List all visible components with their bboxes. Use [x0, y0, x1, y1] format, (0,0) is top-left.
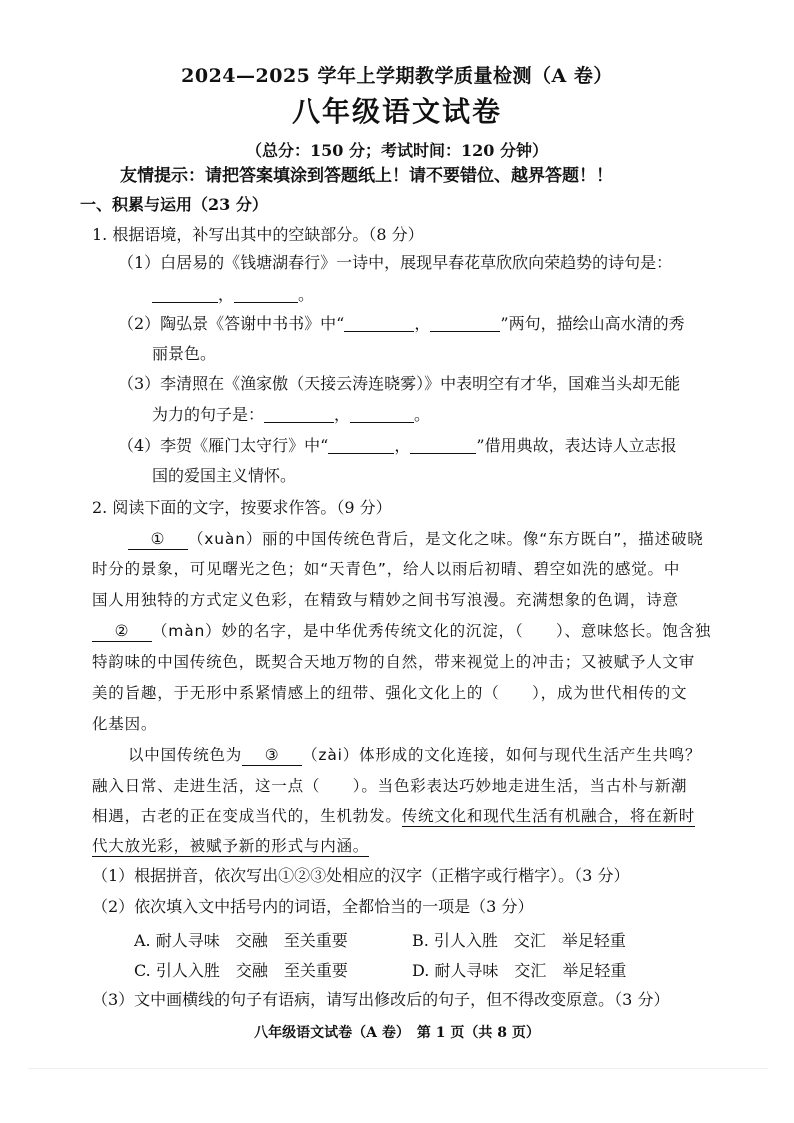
passage-line: 以中国传统色为 ③ （zài）体形成的文化连接，如何与现代生活产生共鸣？	[128, 746, 702, 764]
passage-line: ① （xuàn）丽的中国传统色背后，是文化之味。像“东方既白”，描述破晓	[128, 529, 704, 550]
passage-line: 化基因。	[92, 715, 158, 733]
answer-blank[interactable]	[344, 315, 414, 332]
option-a[interactable]: A. 耐人寻味 交融 至关重要	[134, 931, 348, 950]
answer-blank[interactable]	[410, 437, 476, 454]
subquestion-3: （3）文中画横线的句子有语病，请写出修改后的句子，但不得改变原意。（3 分）	[92, 990, 670, 1009]
question-1-stem: 1. 根据语境，补写出其中的空缺部分。（8 分）	[92, 225, 424, 244]
passage-line: 美的旨趣，于无形中系紧情感上的纽带、强化文化上的（ ），成为世代相传的文	[92, 684, 688, 702]
answer-blank[interactable]	[152, 286, 218, 303]
passage-line: 时分的景象，可见曙光之色；如“天青色”，给人以雨后初晴、碧空如洗的感觉。中	[92, 560, 681, 578]
question-1-item-2: （2）陶弘景《答谢中书书》中“ ， ”两句，描绘山高水清的秀	[118, 314, 685, 333]
question-1-item-3-cont: 为力的句子是： ， 。	[152, 405, 431, 424]
question-1-item-1-answer: ， 。	[152, 285, 314, 305]
friendly-tip: 友情提示：请把答案填涂到答题纸上！请不要错位、越界答题！！	[120, 166, 613, 186]
answer-blank[interactable]	[264, 406, 334, 423]
exam-info: （总分：150 分；考试时间：120 分钟）	[246, 141, 548, 160]
answer-blank[interactable]: ①	[128, 529, 188, 550]
exam-header: 2024—2025 学年上学期教学质量检测（A 卷）	[181, 65, 613, 87]
answer-blank[interactable]	[350, 406, 414, 423]
passage-line	[92, 836, 369, 856]
section-heading: 一、积累与运用（23 分）	[80, 195, 268, 214]
passage-line: 特韵味的中国传统色，既契合天地万物的自然，带来视觉上的冲击；又被赋予人文审	[92, 653, 696, 671]
underlined-sentence: 代大放光彩，被赋予新的形式与内涵。	[92, 837, 370, 855]
question-1-item-2-cont: 丽景色。	[152, 344, 217, 363]
passage-line: ② （màn）妙的名字，是中华优秀传统文化的沉淀，（ ）、意味悠长。饱含独	[92, 621, 711, 642]
answer-blank[interactable]: ③	[242, 745, 302, 766]
answer-blank[interactable]	[234, 286, 298, 303]
exam-title: 八年级语文试卷	[291, 95, 502, 128]
passage-line: 融入日常、走进生活，这一点（ ）。当色彩表达巧妙地走进生活，当古朴与新潮	[92, 777, 688, 795]
answer-blank[interactable]	[328, 437, 394, 454]
option-d[interactable]: D. 耐人寻味 交汇 举足轻重	[412, 961, 627, 980]
page-footer: 八年级语文试卷（A 卷） 第 1 页（共 8 页）	[254, 1025, 540, 1041]
passage-line: 国人用独特的方式定义色彩，在精致与精妙之间书写浪漫。充满想象的色调，诗意	[92, 591, 679, 609]
answer-blank[interactable]: ②	[92, 621, 152, 642]
question-1-item-1: （1）白居易的《钱塘湖春行》一诗中，展现早春花草欣欣向荣趋势的诗句是：	[118, 253, 673, 272]
option-c[interactable]: C. 引人入胜 交融 至关重要	[134, 961, 348, 980]
question-1-item-3: （3）李清照在《渔家傲（天接云涛连晓雾）》中表明空有才华，国难当头却无能	[118, 374, 681, 393]
subquestion-1: （1）根据拼音，依次写出①②③处相应的汉字（正楷字或行楷字）。（3 分）	[92, 866, 630, 885]
underlined-sentence: 传统文化和现代生活有机融合，将在新时	[401, 807, 696, 825]
subquestion-2: （2）依次填入文中括号内的词语，全都恰当的一项是（3 分）	[92, 897, 534, 916]
question-1-item-4: （4）李贺《雁门太守行》中“ ， ”借用典故，表达诗人立志报	[118, 436, 677, 455]
question-1-item-4-cont: 国的爱国主义情怀。	[152, 466, 297, 485]
answer-blank[interactable]	[430, 315, 500, 332]
passage-line: 相遇，古老的正在变成当代的，生机勃发。传统文化和现代生活有机融合，将在新时	[92, 807, 696, 825]
option-b[interactable]: B. 引人入胜 交汇 举足轻重	[412, 931, 626, 950]
question-2-stem: 2. 阅读下面的文字，按要求作答。（9 分）	[92, 498, 392, 517]
page-edge	[28, 1068, 768, 1069]
